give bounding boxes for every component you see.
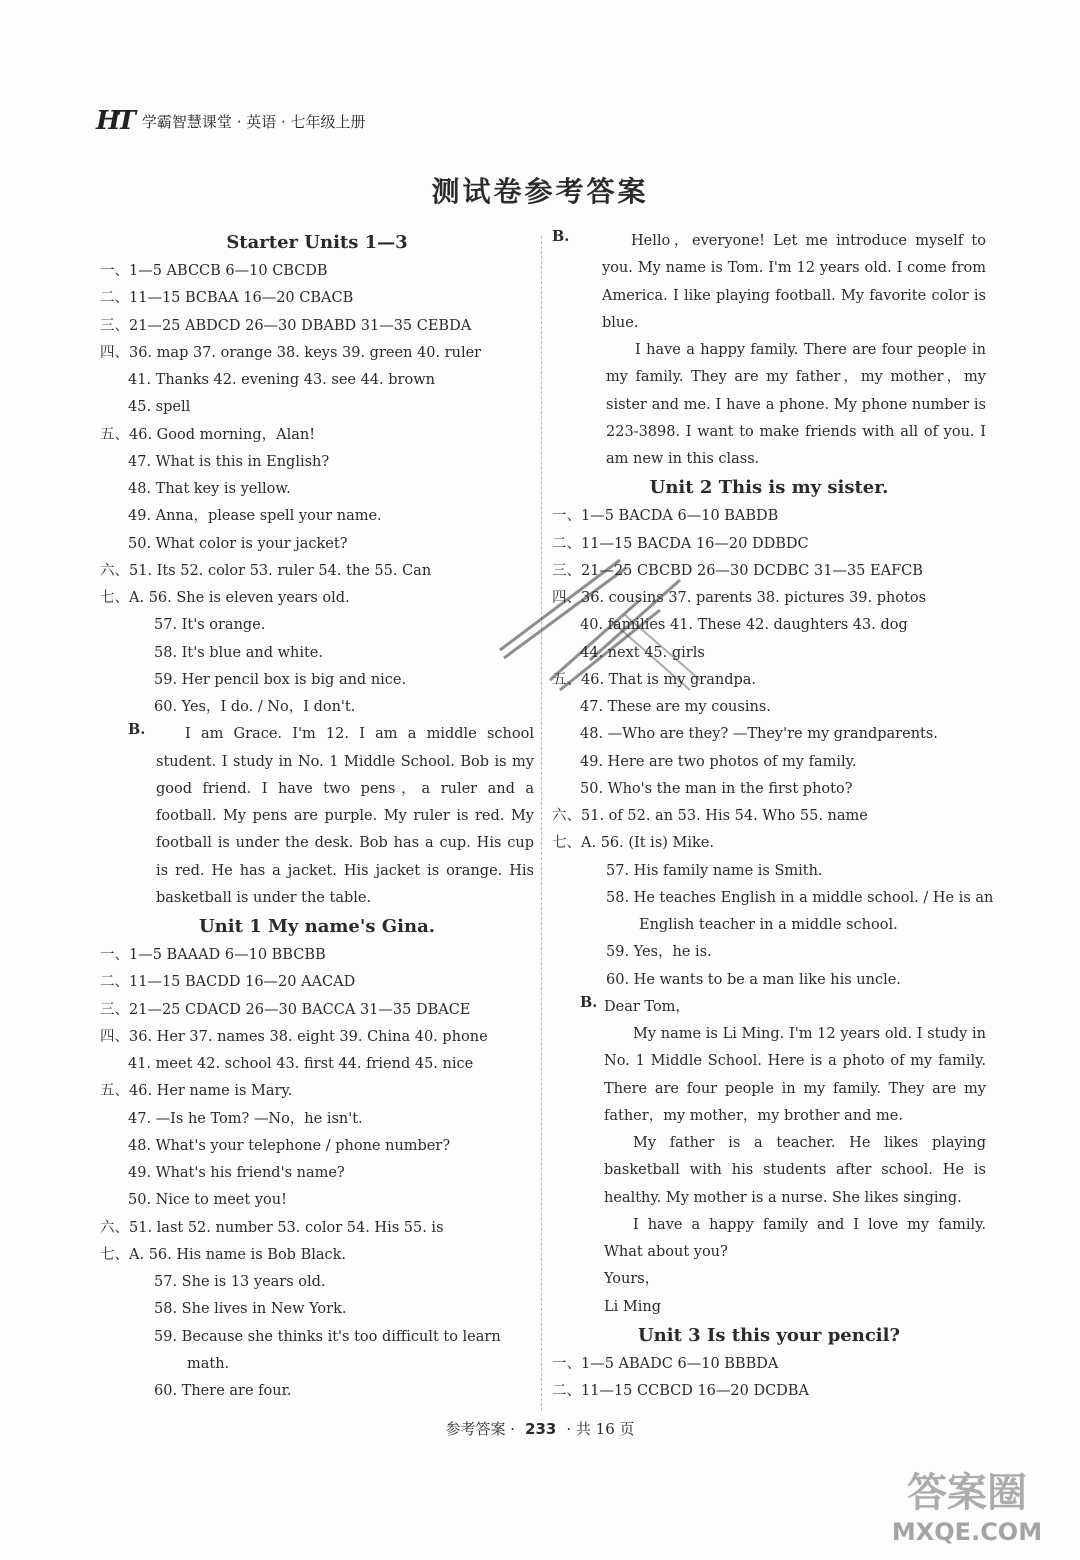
answer-line: 60. Yes，I do. / No，I don't. bbox=[154, 699, 356, 715]
unit3-answers bbox=[552, 1351, 986, 1406]
answer-line: 五、46. Good morning，Alan! bbox=[100, 426, 316, 443]
answer-line: 六、51. of 52. an 53. His 54. Who 55. name bbox=[552, 808, 868, 824]
answer-line: 41. meet 42. school 43. first 44. friend 45. nice bbox=[128, 1056, 474, 1072]
sample-paragraph: I am Grace. I'm 12. I am a middle school student. I study in No. 1 Middle School. Bob is my good friend. I have two pens，a ruler and a football. My pens are purple. My ruler is red. My football is under the desk. Bob has a cup. His cup is red. He has a jacket. His jacket is orange. His basketball is under the table. bbox=[156, 726, 534, 906]
unit1-answers bbox=[100, 942, 534, 1405]
letter-paragraph: My name is Li Ming. I'm 12 years old. I study in No. 1 Middle School. Here is a photo of my family. There are four people in my family. They are my father，my mother，my brother and me. bbox=[604, 1026, 986, 1124]
answer-line: 48. That key is yellow. bbox=[128, 481, 291, 497]
answer-line: 44. next 45. girls bbox=[580, 644, 705, 661]
section-heading-starter: Starter Units 1—3 bbox=[226, 232, 408, 253]
writing-sample-b-starter bbox=[552, 228, 986, 337]
answer-line: 二、11—15 CCBCD 16—20 DCDBA bbox=[552, 1383, 809, 1399]
answer-line: 49. Here are two photos of my family. bbox=[580, 753, 857, 770]
sample-paragraph: I have a happy family. There are four people in my family. They are my father，my mother，my sister and me. I have a phone. My phone number is 223-3898. I want to make friends with all of you. I am new in this class. bbox=[606, 342, 986, 467]
book-title: 学霸智慧课堂 · 英语 · 七年级上册 bbox=[141, 112, 366, 131]
answer-line: 四、36. cousins 37. parents 38. pictures 39. photos bbox=[552, 590, 927, 606]
answer-line: 49. Anna，please spell your name. bbox=[128, 508, 382, 525]
answer-line: 三、21—25 CBCBD 26—30 DCDBC 31—35 EAFCB bbox=[552, 562, 923, 579]
sample-text bbox=[602, 228, 986, 337]
column-divider bbox=[541, 236, 542, 1411]
answer-line: math. bbox=[187, 1355, 230, 1372]
answer-line: 48. —Who are they? —They're my grandparents. bbox=[580, 726, 938, 743]
answer-line: 60. There are four. bbox=[154, 1383, 292, 1399]
answer-line: 三、21—25 ABDCD 26—30 DBABD 31—35 CEBDA bbox=[100, 317, 472, 334]
answer-line: 41. Thanks 42. evening 43. see 44. brown bbox=[128, 372, 435, 388]
answer-line: 47. What is this in English? bbox=[128, 453, 330, 470]
answer-line: 40. families 41. These 42. daughters 43. dog bbox=[580, 617, 908, 634]
letter-body bbox=[552, 1021, 986, 1321]
answer-line: 四、36. Her 37. names 38. eight 39. China 40. phone bbox=[100, 1028, 488, 1045]
letter-paragraph: I have a happy family and I love my family. What about you? bbox=[604, 1216, 986, 1260]
answer-line: 一、1—5 ABADC 6—10 BBBDA bbox=[552, 1355, 779, 1372]
footer-label: 参考答案 · bbox=[445, 1420, 516, 1438]
answer-line: 47. —Is he Tom? —No，he isn't. bbox=[128, 1110, 363, 1127]
answer-line: 七、A. 56. She is eleven years old. bbox=[100, 590, 350, 606]
ink-stamp-mark bbox=[490, 540, 730, 710]
answer-line: 一、1—5 BAAAD 6—10 BBCBB bbox=[100, 947, 326, 963]
answer-line: 57. It's orange. bbox=[154, 617, 266, 634]
answer-line: 六、51. Its 52. color 53. ruler 54. the 55. Can bbox=[100, 562, 432, 579]
publisher-logo: HT bbox=[96, 106, 132, 136]
page-total: · 共 16 页 bbox=[566, 1420, 635, 1438]
answer-line: 五、46. Her name is Mary. bbox=[100, 1083, 293, 1100]
part-label: B. bbox=[128, 721, 146, 739]
answer-line: 45. spell bbox=[128, 399, 191, 416]
answer-line: 49. What's his friend's name? bbox=[128, 1165, 345, 1181]
letter-paragraph: My father is a teacher. He likes playing basketball with his students after school. He is healthy. My mother is a nurse. She likes singing. bbox=[604, 1135, 986, 1206]
right-column bbox=[552, 228, 994, 1405]
answer-line: 60. He wants to be a man like his uncle. bbox=[606, 971, 901, 988]
watermark-logo-text: 答案圈 bbox=[907, 1470, 1027, 1516]
answer-line: 二、11—15 BACDD 16—20 AACAD bbox=[100, 974, 356, 991]
answer-line: 二、11—15 BCBAA 16—20 CBACB bbox=[100, 290, 354, 307]
page-header bbox=[96, 108, 366, 134]
answer-line: 六、51. last 52. number 53. color 54. His 55. is bbox=[100, 1219, 444, 1236]
section-heading-unit1: Unit 1 My name's Gina. bbox=[198, 916, 436, 937]
section-heading-unit2: Unit 2 This is my sister. bbox=[649, 477, 889, 499]
section-heading-unit3: Unit 3 Is this your pencil? bbox=[637, 1324, 901, 1346]
writing-sample-b-unit2 bbox=[552, 994, 986, 1021]
answer-line: 一、1—5 ABCCB 6—10 CBCDB bbox=[100, 263, 328, 279]
answer-line: 59. Because she thinks it's too difficult to learn bbox=[154, 1328, 501, 1345]
page-number: 233 bbox=[525, 1420, 557, 1438]
answer-line: 47. These are my cousins. bbox=[580, 699, 771, 715]
letter-closing: Yours， bbox=[604, 1271, 660, 1288]
answer-line: 三、21—25 CDACD 26—30 BACCA 31—35 DBACE bbox=[100, 1001, 471, 1018]
part-label: B. bbox=[580, 993, 598, 1011]
part-label: B. bbox=[552, 228, 570, 245]
site-watermark bbox=[872, 1458, 1062, 1548]
answer-line: 四、36. map 37. orange 38. keys 39. green 40. ruler bbox=[100, 344, 482, 361]
answer-line: 50. Nice to meet you! bbox=[128, 1192, 287, 1209]
page-title: 测试卷参考答案 bbox=[431, 175, 649, 208]
writing-sample-b bbox=[100, 721, 534, 912]
answer-line: 57. His family name is Smith. bbox=[606, 862, 823, 879]
answer-line: 59. Yes，he is. bbox=[606, 944, 712, 961]
page-footer bbox=[0, 1418, 1080, 1439]
letter-greeting: Dear Tom， bbox=[604, 998, 690, 1015]
answer-line: 七、A. 56. (It is) Mike. bbox=[552, 835, 714, 852]
answer-line: 五、46. That is my grandpa. bbox=[552, 671, 757, 688]
answer-line: 50. Who's the man in the first photo? bbox=[580, 780, 853, 797]
answer-line: 二、11—15 BACDA 16—20 DDBDC bbox=[552, 535, 809, 552]
answer-line: 58. He teaches English in a middle school. / He is an bbox=[606, 889, 994, 906]
answer-line: English teacher in a middle school. bbox=[639, 917, 898, 933]
answer-line: 59. Her pencil box is big and nice. bbox=[154, 671, 407, 688]
answer-line: 一、1—5 BACDA 6—10 BABDB bbox=[552, 508, 779, 525]
left-column bbox=[100, 228, 534, 1405]
answer-line: 58. It's blue and white. bbox=[154, 644, 323, 661]
sample-paragraph: Hello，everyone! Let me introduce myself to you. My name is Tom. I'm 12 years old. I come from America. I like playing football. My favorite color is blue. bbox=[602, 233, 986, 331]
starter-answers bbox=[100, 258, 534, 721]
letter-signature: Li Ming bbox=[604, 1298, 661, 1315]
answer-line: 57. She is 13 years old. bbox=[154, 1274, 326, 1290]
answer-line: 58. She lives in New York. bbox=[154, 1301, 347, 1318]
answer-line: 48. What's your telephone / phone number? bbox=[128, 1137, 451, 1154]
watermark-url: MXQE.COM bbox=[891, 1518, 1043, 1546]
answer-line: 50. What color is your jacket? bbox=[128, 535, 348, 552]
answer-line: 七、A. 56. His name is Bob Black. bbox=[100, 1246, 347, 1263]
